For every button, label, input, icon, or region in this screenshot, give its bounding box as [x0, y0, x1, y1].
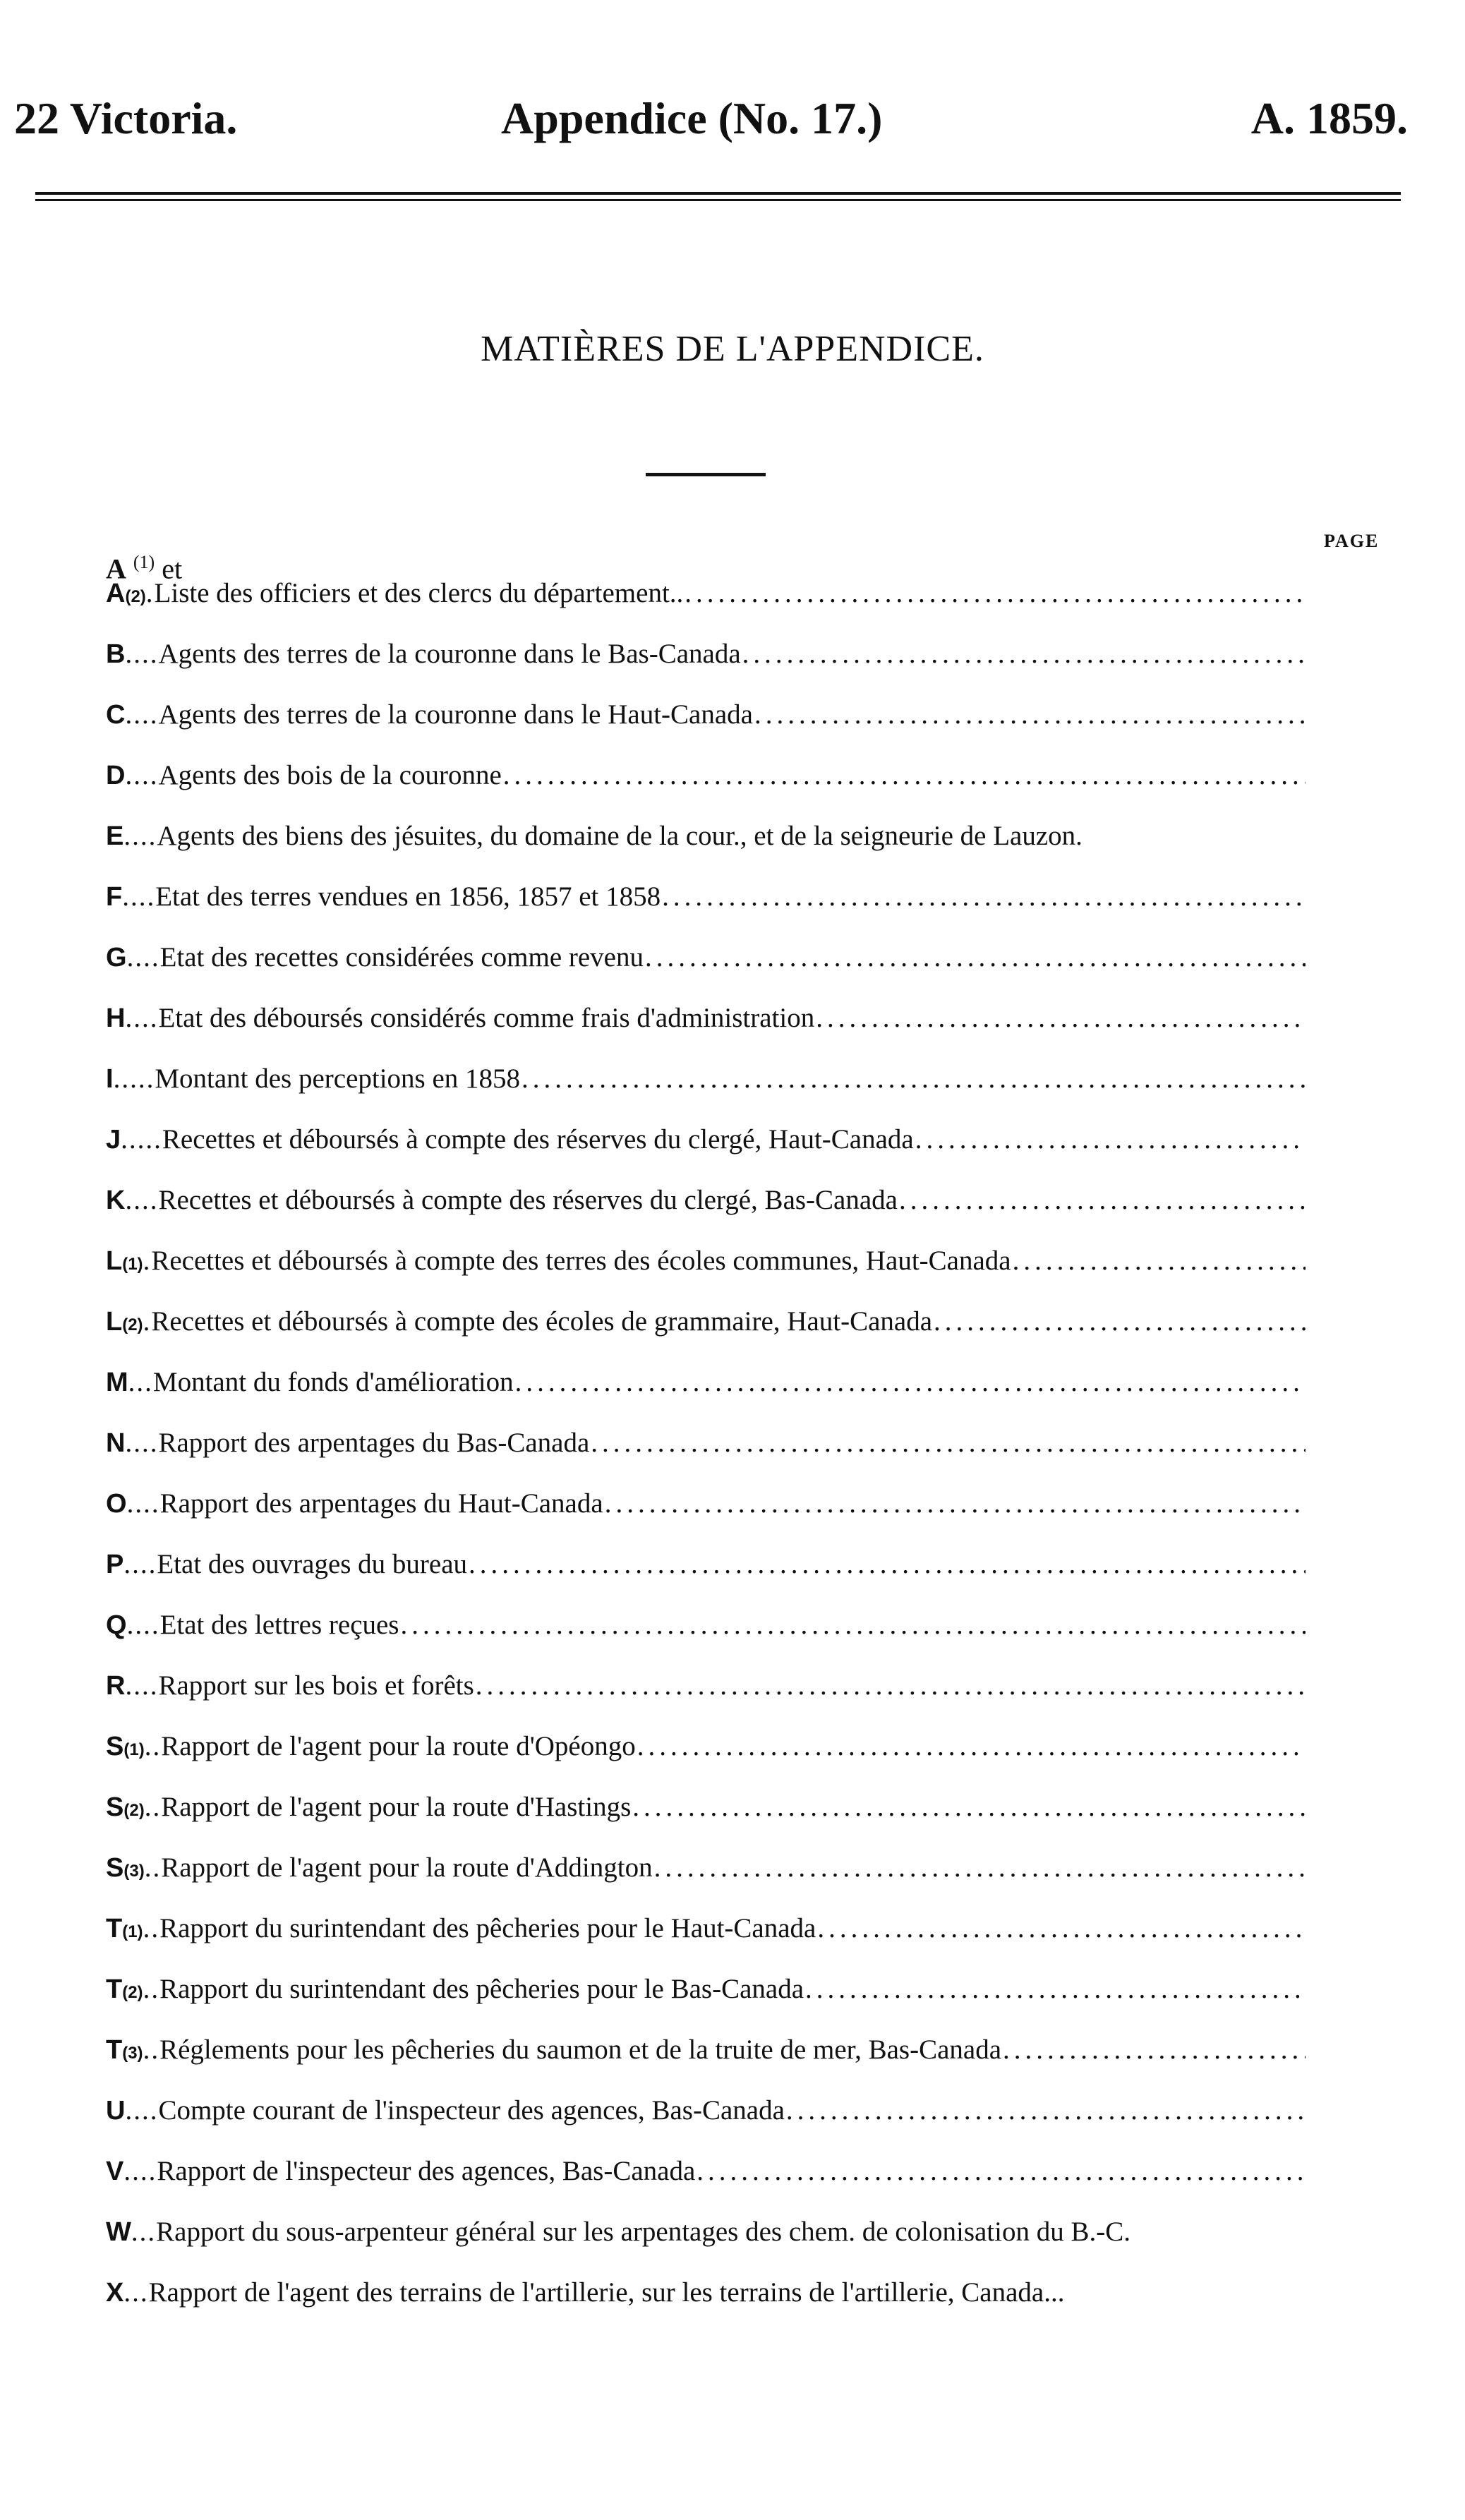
contents-entry — [106, 1488, 1306, 1548]
entry-letter: S — [106, 1792, 124, 1822]
dot-leader — [522, 1063, 1306, 1095]
entry-letter: T — [106, 1975, 123, 2004]
header-appendix-number: Appendice (No. 17.) — [501, 93, 883, 143]
dot-leader — [503, 759, 1306, 791]
entry-text: Etat des déboursés considérés comme frais d'administration — [158, 1003, 815, 1033]
entry-separator-dots: ... — [123, 2277, 149, 2308]
entry-text: Etat des lettres reçues — [159, 1610, 399, 1640]
entry-letter: M — [106, 1368, 128, 1397]
entry-separator-dots: .... — [126, 1610, 160, 1640]
page-column-label: PAGE — [1324, 531, 1380, 551]
dot-leader — [632, 1791, 1306, 1823]
dot-leader — [915, 1123, 1306, 1155]
entry-letter: G — [106, 943, 127, 972]
entry-superscript: (3) — [122, 2044, 143, 2063]
contents-entry — [106, 1245, 1306, 1306]
contents-entry — [106, 1123, 1306, 1184]
entry-letter: W — [106, 2217, 131, 2247]
contents-entry — [106, 2277, 1306, 2337]
dot-leader — [515, 1366, 1306, 1398]
dot-leader — [685, 577, 1306, 609]
entry-separator-dots: .. — [143, 1974, 160, 2004]
contents-entry — [106, 1063, 1306, 1123]
entry-superscript: (2) — [122, 1983, 143, 2002]
page-title: MATIÈRES DE L'APPENDICE. — [481, 329, 984, 369]
entry-letter: X — [106, 2278, 124, 2308]
entry-text: Liste des officiers et des clercs du département.. — [154, 578, 684, 608]
dot-leader — [805, 1973, 1306, 2005]
entry-separator-dots: .. — [144, 1852, 162, 1883]
entry-text: Recettes et déboursés à compte des écoles de grammaire, Haut-Canada — [151, 1306, 933, 1337]
entry-text: Rapport des arpentages du Bas-Canada — [158, 1428, 590, 1458]
contents-entry — [106, 699, 1306, 759]
entry-separator-dots: . — [143, 1306, 152, 1337]
entry-letter: V — [106, 2157, 124, 2186]
entry-letter: Q — [106, 1610, 127, 1640]
header-year: A. 1859. — [1250, 93, 1408, 143]
dot-leader — [605, 1488, 1306, 1519]
entry-letter: A — [106, 579, 126, 608]
entry-separator-dots: .... — [125, 1670, 159, 1701]
contents-entry — [106, 577, 1306, 638]
dot-leader — [476, 1670, 1306, 1701]
entry-text: Rapport du surintendant des pêcheries pour le Haut-Canada — [159, 1913, 816, 1943]
entry-separator-dots: .. — [144, 1731, 162, 1761]
dot-leader — [934, 1306, 1306, 1337]
entry-letter: R — [106, 1671, 126, 1701]
header-session: 22 Victoria. — [14, 93, 238, 143]
entry-letter: D — [106, 761, 126, 790]
entry-superscript: (1) — [122, 1922, 143, 1941]
entry-separator-dots: .... — [125, 1428, 159, 1458]
entry-text: Recettes et déboursés à compte des terres des écoles communes, Haut-Canada — [151, 1246, 1011, 1276]
dot-leader — [469, 1548, 1306, 1580]
entry-separator-dots: .. — [144, 1792, 162, 1822]
entry-separator-dots: . — [145, 578, 155, 608]
entry-text: Rapport sur les bois et forêts — [158, 1670, 474, 1701]
entry-superscript: (1) — [123, 1740, 145, 1759]
entry-letter: L — [106, 1246, 123, 1276]
entry-letter: J — [106, 1125, 121, 1155]
contents-entry — [106, 2155, 1306, 2216]
contents-entry — [106, 1548, 1306, 1609]
entry-separator-dots: .... — [125, 639, 159, 669]
contents-entry — [106, 881, 1306, 941]
header-rule-thin — [35, 199, 1401, 201]
entry-superscript: (3) — [123, 1862, 145, 1881]
entry-text: Rapport de l'agent pour la route d'Opéongo — [161, 1731, 636, 1761]
dot-leader — [645, 941, 1306, 973]
dot-leader — [1013, 1245, 1306, 1277]
entry-text: Rapport de l'agent des terrains de l'artillerie, sur les terrains de l'artillerie, Canada... — [148, 2277, 1065, 2308]
running-header — [14, 83, 1408, 154]
entry-letter: L — [106, 1307, 123, 1337]
entry-separator-dots: ..... — [113, 1063, 155, 1094]
entry-text: Recettes et déboursés à compte des réserves du clergé, Bas-Canada — [158, 1185, 898, 1215]
entry-separator-dots: . — [143, 1246, 152, 1276]
contents-entry — [106, 941, 1306, 1002]
contents-entry — [106, 638, 1306, 699]
entry-separator-dots: .... — [123, 821, 157, 851]
entry-letter: F — [106, 882, 123, 912]
contents-entry — [106, 1427, 1306, 1488]
entry-letter: O — [106, 1489, 127, 1519]
entry-separator-dots: .... — [125, 760, 159, 790]
contents-entry — [106, 1791, 1306, 1852]
contents-entry — [106, 1306, 1306, 1366]
entry-letter: S — [106, 1732, 124, 1761]
contents-entry — [106, 1002, 1306, 1063]
entry-text: Agents des bois de la couronne — [158, 760, 502, 790]
dot-leader — [1003, 2034, 1306, 2066]
contents-entry — [106, 1184, 1306, 1245]
entry-letter: T — [106, 1914, 123, 1943]
entry-separator-dots: ... — [131, 2217, 157, 2247]
dot-leader — [742, 638, 1306, 670]
entry-text: Recettes et déboursés à compte des réserves du clergé, Haut-Canada — [162, 1124, 914, 1155]
header-rule-thick — [35, 192, 1401, 195]
contents-entry — [106, 1366, 1306, 1427]
entry-letter: K — [106, 1186, 126, 1215]
dot-leader — [786, 2094, 1306, 2126]
entry-letter: A — [106, 553, 126, 585]
contents-entry — [106, 2094, 1306, 2155]
entry-text: Rapport de l'agent pour la route d'Addington — [161, 1852, 653, 1883]
contents-entry — [106, 759, 1306, 820]
entry-letter: H — [106, 1003, 126, 1033]
entry-separator-dots: .... — [126, 1488, 160, 1519]
dot-leader — [816, 1002, 1306, 1034]
contents-entry — [106, 2034, 1306, 2094]
entry-separator-dots: .... — [126, 942, 160, 972]
entry-separator-dots: ... — [128, 1367, 153, 1397]
entry-letter: E — [106, 821, 124, 851]
entry-separator-dots: .... — [125, 1185, 159, 1215]
entry-letter: T — [106, 2035, 123, 2065]
entry-text: et — [162, 553, 183, 585]
contents-entry — [106, 1730, 1306, 1791]
entry-superscript: (2) — [125, 587, 146, 606]
entry-text: Agents des terres de la couronne dans le Haut-Canada — [158, 699, 753, 730]
entry-letter: B — [106, 639, 126, 669]
entry-letter: S — [106, 1853, 124, 1883]
dot-leader — [662, 881, 1306, 912]
dot-leader — [654, 1852, 1306, 1883]
entry-letter: I — [106, 1064, 114, 1094]
dot-leader — [899, 1184, 1306, 1216]
entry-separator-dots: .... — [123, 2156, 157, 2186]
entry-separator-dots: .... — [122, 881, 156, 912]
entry-letter: C — [106, 700, 126, 730]
entry-separator-dots: .. — [143, 2034, 160, 2065]
entry-text: Compte courant de l'inspecteur des agences, Bas-Canada — [158, 2095, 785, 2126]
dot-leader — [591, 1427, 1306, 1459]
entry-text: Réglements pour les pêcheries du saumon et de la truite de mer, Bas-Canada — [159, 2034, 1002, 2065]
entry-letter: N — [106, 1428, 126, 1458]
entry-text: Rapport du sous-arpenteur général sur les arpentages des chem. de colonisation du B.-C. — [156, 2217, 1131, 2247]
entry-superscript: (1) — [133, 552, 155, 572]
dot-leader — [401, 1609, 1306, 1641]
entry-text: Etat des ouvrages du bureau — [157, 1549, 468, 1579]
entry-separator-dots: .. — [143, 1913, 160, 1943]
contents-entry — [106, 1670, 1306, 1730]
contents-entry — [106, 2216, 1306, 2277]
entry-text: Rapport de l'agent pour la route d'Hastings — [161, 1792, 632, 1822]
entry-separator-dots: .... — [125, 699, 159, 730]
entry-text: Agents des biens des jésuites, du domaine de la cour., et de la seigneurie de Lauzon. — [157, 821, 1083, 851]
entry-text: Montant du fonds d'amélioration — [152, 1367, 514, 1397]
contents-entry — [106, 1912, 1306, 1973]
entry-text: Agents des terres de la couronne dans le Bas-Canada — [158, 639, 741, 669]
entry-letter: P — [106, 1550, 124, 1579]
entry-text: Etat des terres vendues en 1856, 1857 et 1858 — [155, 881, 661, 912]
entry-separator-dots: .... — [125, 1003, 159, 1033]
entry-text: Rapport de l'inspecteur des agences, Bas-Canada — [157, 2156, 696, 2186]
title-divider — [646, 473, 766, 476]
entry-text: Etat des recettes considérées comme revenu — [159, 942, 644, 972]
entry-text: Montant des perceptions en 1858 — [155, 1063, 521, 1094]
entry-letter: U — [106, 2096, 126, 2126]
contents-entry — [106, 1609, 1306, 1670]
dot-leader — [637, 1730, 1306, 1762]
dot-leader — [817, 1912, 1306, 1944]
entry-superscript: (2) — [123, 1801, 145, 1820]
entry-superscript: (1) — [122, 1255, 143, 1274]
entry-separator-dots: .... — [123, 1549, 157, 1579]
contents-entry — [106, 1973, 1306, 2034]
entry-text: Rapport du surintendant des pêcheries pour le Bas-Canada — [159, 1974, 804, 2004]
entry-separator-dots: .... — [125, 2095, 159, 2126]
contents-entry — [106, 820, 1306, 881]
entry-text: Rapport des arpentages du Haut-Canada — [159, 1488, 603, 1519]
entry-superscript: (2) — [122, 1315, 143, 1334]
contents-entry — [106, 1852, 1306, 1912]
dot-leader — [754, 699, 1306, 730]
dot-leader — [697, 2155, 1306, 2187]
contents-list — [106, 577, 1306, 2337]
entry-separator-dots: ..... — [121, 1124, 162, 1155]
